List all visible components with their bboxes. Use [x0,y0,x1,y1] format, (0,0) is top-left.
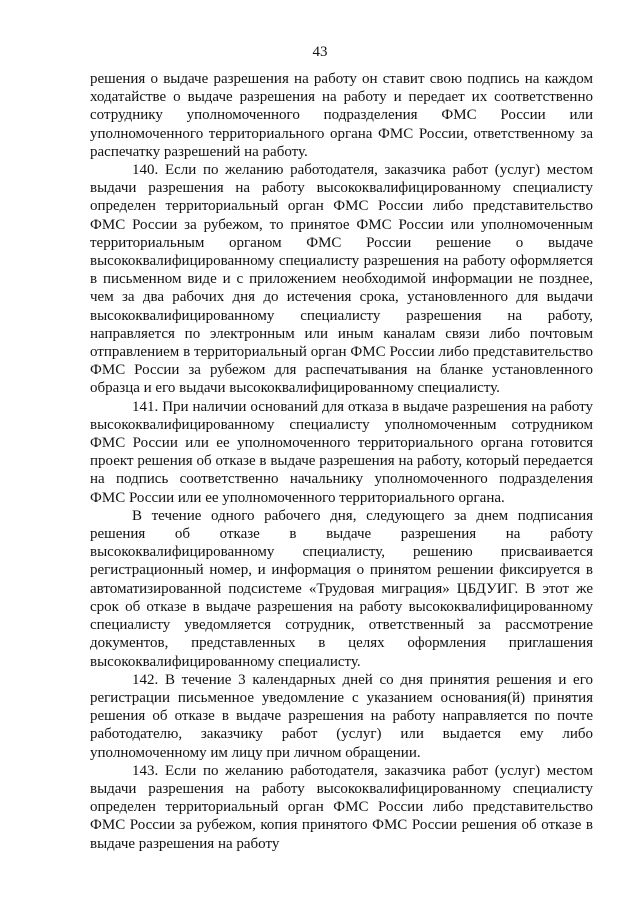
paragraph-141: 141. При наличии оснований для отказа в выдаче разрешения на работу высококвалифицированному специалисту уполномоченным сотрудником ФМС России или ее уполномоченного территориального органа готовится проект решения об отказе в выдаче разрешения на работу, который передается на подпись соответственно начальнику уполномоченного подразделения ФМС России или ее уполномоченного территориального органа. [90,398,593,506]
paragraph-continuation: решения о выдаче разрешения на работу он ставит свою подпись на каждом ходатайстве о выдаче разрешения на работу и передает их соответственно сотруднику уполномоченного подразделения ФМС России или уполномоченного территориального органа ФМС России, ответственному за распечатку разрешений на работу. [90,71,593,160]
paragraph-140: 140. Если по желанию работодателя, заказчика работ (услуг) местом выдачи разрешения на работу высококвалифицированному специалисту определен территориальный орган ФМС России либо представительство ФМС России за рубежом, то принятое ФМС России или уполномоченным территориальным органом ФМС России решение о выдаче высококвалифицированному специалисту разрешения на работу оформляется в письменном виде и с приложением необходимой информации не позднее, чем за два рабочих дня до истечения срока, установленного для выдачи высококвалифицированному специалисту разрешения на работу, направляется по электронным или иным каналам связи либо почтовым отправлением в территориальный орган ФМС России либо представительство ФМС России за рубежом для распечатывания на бланке установленного образца и его выдачи высококвалифицированному специалисту. [90,162,593,397]
paragraph-143: 143. Если по желанию работодателя, заказчика работ (услуг) местом выдачи разрешения на работу высококвалифицированному специалисту определен территориальный орган ФМС России либо представительство ФМС России за рубежом, копия принятого ФМС России решения об отказе в выдаче разрешения на работу [90,762,593,852]
document-body [90,70,593,853]
page-number: 43 [312,44,328,60]
paragraph-142: 142. В течение 3 календарных дней со дня принятия решения и его регистрации письменное уведомление с указанием основания(й) принятия решения об отказе в выдаче разрешения на работу направляется по почте работодателю, заказчику работ (услуг) или выдается ему либо уполномоченному им лицу при личном обращении. [90,671,593,761]
paragraph-141-continued: В течение одного рабочего дня, следующего за днем подписания решения об отказе в выдаче разрешения на работу высококвалифицированному специалисту, решению присваивается регистрационный номер, и информация о принятом решении фиксируется в автоматизированной подсистеме «Трудовая миграция» ЦБДУИГ. В этот же срок об отказе в выдаче разрешения на работу высококвалифицированному специалисту уведомляется сотрудник, ответственный за рассмотрение документов, представленных в целях оформления приглашения высококвалифицированному специалисту. [90,507,593,670]
